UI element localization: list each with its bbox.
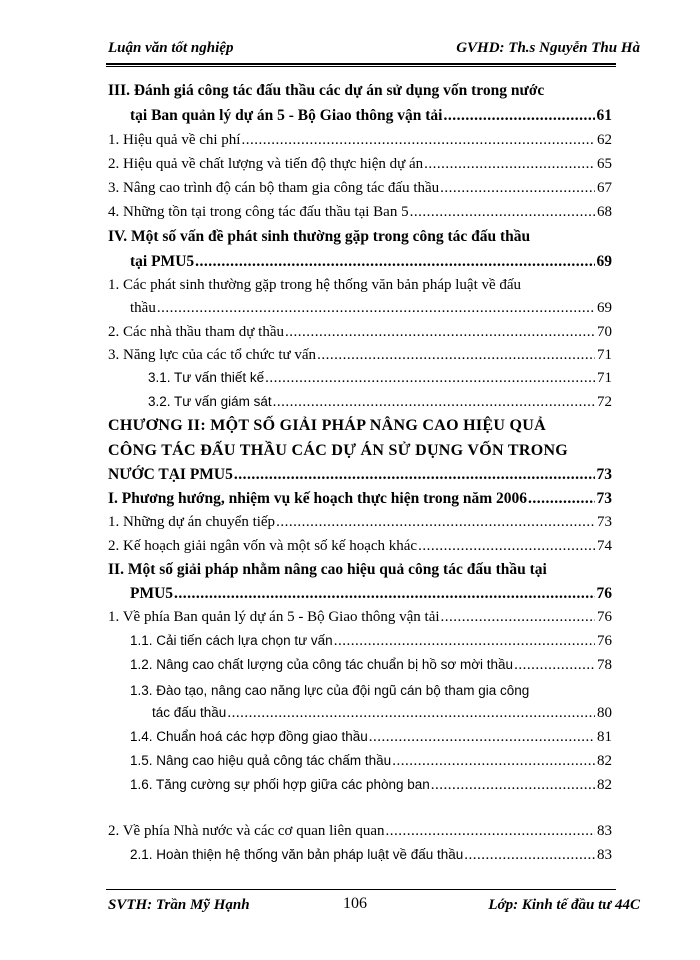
toc-item-text: 1.2. Nâng cao chất lượng của công tác chuẩn bị hồ sơ mời thầu <box>130 657 514 672</box>
toc-item-page: 82 <box>597 753 612 769</box>
toc-item-text: tác đấu thầu <box>152 705 227 720</box>
toc-item-k1-1[interactable] <box>130 633 612 650</box>
page-number: 106 <box>343 895 367 912</box>
toc-item-page: 83 <box>597 823 612 839</box>
toc-item-page: 67 <box>597 180 612 196</box>
toc-item-4-3[interactable] <box>108 347 612 364</box>
toc-c1-page: 73 <box>596 490 612 507</box>
toc-item-text: 2. Kế hoạch giải ngân vốn và một số kế hoạch khác <box>108 538 418 554</box>
toc-item-text: 1.5. Nâng cao hiệu quả công tác chấm thầu <box>130 753 392 768</box>
toc-item-text: 3.2. Tư vấn giám sát <box>148 394 272 409</box>
leader-dots <box>317 347 595 364</box>
toc-item-page: 69 <box>597 300 612 316</box>
toc-item-3-3[interactable] <box>108 180 612 197</box>
footer-left: SVTH: Trần Mỹ Hạnh <box>108 897 250 913</box>
toc-item-text: 3.1. Tư vấn thiết kế <box>148 370 265 385</box>
toc-item-k2[interactable] <box>108 823 612 840</box>
toc-item-text: 1.4. Chuẩn hoá các hợp đồng giao thầu <box>130 729 368 744</box>
leader-dots <box>285 324 595 341</box>
toc-item-4-3-2[interactable] <box>148 394 612 411</box>
toc-item-page: 71 <box>597 370 612 386</box>
toc-item-text: 1.6. Tăng cường sự phối hợp giữa các phòng ban <box>130 777 430 792</box>
toc-item-k1-5[interactable] <box>130 753 612 770</box>
toc-ch2-line2[interactable]: CÔNG TÁC ĐẤU THẦU CÁC DỰ ÁN SỬ DỤNG VỐN TRONG <box>108 442 569 459</box>
toc-s3-line2[interactable] <box>130 107 612 125</box>
header-left: Luận văn tốt nghiệp <box>108 40 234 56</box>
leader-dots <box>195 253 594 271</box>
leader-dots <box>227 705 595 722</box>
toc-item-4-3-1[interactable] <box>148 370 612 387</box>
leader-dots <box>464 847 595 864</box>
toc-item-page: 62 <box>597 132 612 148</box>
leader-dots <box>273 394 595 411</box>
toc-item-text: 1. Về phía Ban quản lý dự án 5 - Bộ Giao thông vận tải <box>108 609 440 625</box>
toc-item-text: 2. Về phía Nhà nước và các cơ quan liên quan <box>108 823 385 839</box>
toc-item-4-1-line2[interactable] <box>130 300 612 317</box>
leader-dots <box>440 180 595 197</box>
toc-item-text: 3. Năng lực của các tổ chức tư vấn <box>108 347 317 363</box>
toc-item-k1-3-line1[interactable]: 1.3. Đào tạo, nâng cao năng lực của đội ngũ cán bộ tham gia công <box>130 683 530 698</box>
leader-dots <box>418 538 595 555</box>
toc-item-text: 2. Các nhà thầu tham dự thầu <box>108 324 285 340</box>
toc-item-c1-1[interactable] <box>108 514 612 531</box>
leader-dots <box>424 156 595 173</box>
leader-dots <box>265 370 595 387</box>
toc-item-page: 72 <box>597 394 612 410</box>
footer-right: Lớp: Kinh tế đầu tư 44C <box>488 897 640 913</box>
toc-item-3-4[interactable] <box>108 204 612 221</box>
leader-dots <box>386 823 595 840</box>
toc-item-page: 82 <box>597 777 612 793</box>
toc-item-page: 74 <box>597 538 612 554</box>
toc-item-k1-2[interactable] <box>130 657 612 674</box>
toc-item-3-2[interactable] <box>108 156 612 173</box>
toc-item-4-1-line1[interactable]: 1. Các phát sinh thường gặp trong hệ thống văn bản pháp luật về đấu <box>108 277 522 293</box>
toc-item-page: 80 <box>597 705 612 721</box>
toc-c1[interactable] <box>108 490 612 508</box>
toc-ch2-page: 73 <box>596 466 612 483</box>
toc-item-page: 73 <box>597 514 612 530</box>
toc-item-text: thầu <box>130 300 156 316</box>
toc-item-c1-2[interactable] <box>108 538 612 555</box>
toc-item-k1-4[interactable] <box>130 729 612 746</box>
toc-item-3-1[interactable] <box>108 132 612 149</box>
toc-item-page: 65 <box>597 156 612 172</box>
header-rule-thin <box>106 66 616 67</box>
toc-c2-text: PMU5 <box>130 585 174 602</box>
leader-dots <box>444 107 595 125</box>
toc-item-page: 76 <box>597 609 612 625</box>
leader-dots <box>431 777 595 794</box>
toc-item-text: 4. Những tồn tại trong công tác đấu thầu tại Ban 5 <box>108 204 409 220</box>
toc-c2-page: 76 <box>596 585 612 602</box>
toc-c1-text: I. Phương hướng, nhiệm vụ kế hoạch thực hiện trong năm 2006 <box>108 490 528 507</box>
toc-s4-line1[interactable]: IV. Một số vấn đề phát sinh thường gặp trong công tác đấu thầu <box>108 228 531 245</box>
leader-dots <box>241 132 595 149</box>
toc-item-text: 1.1. Cải tiến cách lựa chọn tư vấn <box>130 633 333 648</box>
toc-c2-line1[interactable]: II. Một số giải pháp nhằm nâng cao hiệu quả công tác đấu thầu tại <box>108 561 547 578</box>
leader-dots <box>392 753 595 770</box>
leader-dots <box>157 300 595 317</box>
leader-dots <box>234 466 595 484</box>
toc-s3-page: 61 <box>596 107 612 124</box>
toc-s4-line2[interactable] <box>130 253 612 271</box>
toc-item-k1-6[interactable] <box>130 777 612 794</box>
leader-dots <box>528 490 594 508</box>
header-right: GVHD: Th.s Nguyễn Thu Hà <box>456 40 640 56</box>
toc-s3-text: tại Ban quản lý dự án 5 - Bộ Giao thông vận tải <box>130 107 443 124</box>
toc-item-page: 76 <box>597 633 612 649</box>
toc-item-text: 3. Nâng cao trình độ cán bộ tham gia công tác đấu thầu <box>108 180 440 196</box>
toc-ch2-line1[interactable]: CHƯƠNG II: MỘT SỐ GIẢI PHÁP NÂNG CAO HIỆU QUẢ <box>108 417 546 434</box>
leader-dots <box>334 633 595 650</box>
toc-item-k2-1[interactable] <box>130 847 612 864</box>
footer-rule <box>106 889 616 890</box>
toc-item-page: 71 <box>597 347 612 363</box>
toc-item-page: 81 <box>597 729 612 745</box>
header-rule <box>106 63 616 65</box>
leader-dots <box>410 204 595 221</box>
toc-item-4-2[interactable] <box>108 324 612 341</box>
toc-item-page: 78 <box>597 657 612 673</box>
leader-dots <box>276 514 595 531</box>
toc-c2-line2[interactable] <box>130 585 612 603</box>
toc-s4-text: tại PMU5 <box>130 253 195 270</box>
toc-item-text: 2. Hiệu quả về chất lượng và tiến độ thực hiện dự án <box>108 156 424 172</box>
leader-dots <box>441 609 595 626</box>
toc-item-text: 2.1. Hoàn thiện hệ thống văn bản pháp luật về đấu thầu <box>130 847 464 862</box>
toc-item-k1-3-line2[interactable] <box>152 705 612 722</box>
toc-item-page: 70 <box>597 324 612 340</box>
leader-dots <box>514 657 595 674</box>
toc-item-k1[interactable] <box>108 609 612 626</box>
toc-item-text: 1. Hiệu quả về chi phí <box>108 132 241 148</box>
toc-item-text: 1. Những dự án chuyển tiếp <box>108 514 276 530</box>
leader-dots <box>174 585 594 603</box>
toc-s4-page: 69 <box>596 253 612 270</box>
toc-ch2-line3[interactable] <box>108 466 612 484</box>
leader-dots <box>369 729 595 746</box>
toc-item-page: 68 <box>597 204 612 220</box>
toc-item-page: 83 <box>597 847 612 863</box>
toc-ch2-text: NƯỚC TẠI PMU5 <box>108 466 233 483</box>
toc-s3-line1[interactable]: III. Đánh giá công tác đấu thầu các dự án sử dụng vốn trong nước <box>108 82 545 99</box>
